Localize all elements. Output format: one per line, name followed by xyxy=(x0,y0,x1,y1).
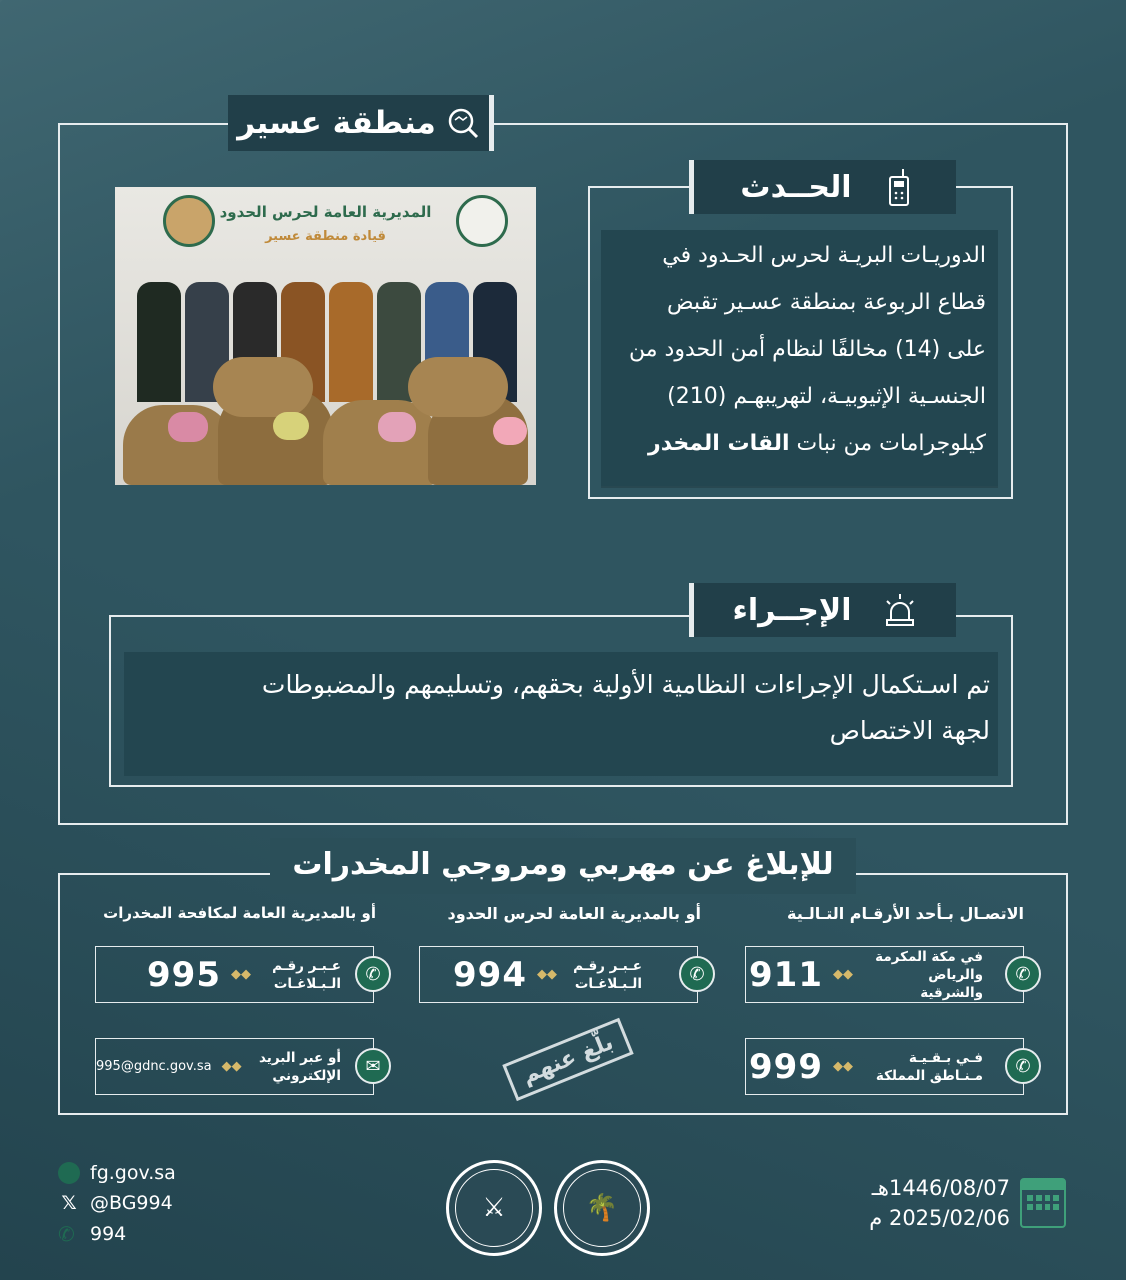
radio-icon xyxy=(888,167,910,207)
phone-icon[interactable]: ✆ xyxy=(355,956,391,992)
hotline-995-labels xyxy=(261,957,341,993)
siren-icon xyxy=(882,592,918,628)
event-tab xyxy=(689,160,956,214)
border-guard-seal: ⚔ xyxy=(446,1160,542,1256)
email-label-2: الإلكتروني xyxy=(272,1067,341,1084)
phone-icon: ✆ xyxy=(58,1222,75,1246)
seizure-photo xyxy=(115,187,536,485)
footer-contacts xyxy=(58,1162,238,1246)
hotline-911-label-1: في مكة المكرمة xyxy=(875,948,983,965)
procedure-tab xyxy=(689,583,956,637)
hotline-995-box xyxy=(95,946,374,1003)
hotline-911-labels xyxy=(863,948,983,1002)
event-title: الحــدث xyxy=(740,169,852,205)
diamond-icon: ◆◆ xyxy=(537,967,557,982)
calendar-icon xyxy=(1020,1178,1066,1228)
diamond-icon: ◆◆ xyxy=(221,1059,242,1074)
event-text xyxy=(606,232,986,467)
diamond-icon: ◆◆ xyxy=(833,1059,853,1074)
hotline-994-label-1: عـبـر رقـم xyxy=(573,957,642,974)
email-label-1: أو عبر البريد xyxy=(258,1049,341,1066)
event-line-2: قطاع الربوعة بمنطقة عسـير تقبض xyxy=(667,290,986,315)
col-right-header: الاتصـال بـأحد الأرقـام التـالـية xyxy=(787,904,1024,923)
procedure-text xyxy=(130,662,990,754)
procedure-line-2: لجهة الاختصاص xyxy=(829,716,990,745)
event-line-4: الجنسـية الإثيوبيـة، لتهريبهـم (210) xyxy=(667,384,986,409)
phone-row[interactable] xyxy=(58,1222,238,1246)
twitter-row[interactable] xyxy=(58,1192,238,1214)
hotline-999-box xyxy=(745,1038,1024,1095)
hotline-911-label-2: والرياض والشرقية xyxy=(920,966,983,1001)
hotline-999-labels xyxy=(863,1049,983,1085)
hotline-911-box xyxy=(745,946,1024,1003)
hotline-911-number: 911 xyxy=(749,954,823,995)
footer-dates xyxy=(845,1176,1010,1230)
hotline-994-labels xyxy=(567,957,642,993)
photo-sacks xyxy=(123,357,528,485)
region-tab xyxy=(228,95,494,151)
email-icon[interactable]: ✉ xyxy=(355,1048,391,1084)
col-left-header: أو بالمديرية العامة لمكافحة المخدرات xyxy=(103,904,376,922)
website[interactable]: fg.gov.sa xyxy=(90,1162,176,1184)
event-line-5-bold: القات المخدر xyxy=(648,431,790,456)
map-search-icon xyxy=(446,106,480,140)
interior-ministry-seal: 🌴 xyxy=(554,1160,650,1256)
x-icon: 𝕏 xyxy=(61,1192,77,1214)
hotline-994-number: 994 xyxy=(453,954,527,995)
procedure-line-1: تم اسـتكمال الإجراءات النظامية الأولية بحقهم، وتسليمهم والمضبوطات xyxy=(261,670,990,699)
phone-icon[interactable]: ✆ xyxy=(1005,956,1041,992)
event-line-3: على (14) مخالفًا لنظام أمن الحدود من xyxy=(629,337,986,362)
website-row[interactable] xyxy=(58,1162,238,1184)
diamond-icon: ◆◆ xyxy=(231,967,251,982)
hotline-994-box xyxy=(419,946,698,1003)
hotline-995-label-2: الـبـلاغـات xyxy=(273,975,341,992)
footer-phone[interactable]: 994 xyxy=(90,1223,127,1245)
date-greg: 2025/02/06 م xyxy=(869,1206,1010,1230)
hotline-999-number: 999 xyxy=(749,1046,823,1087)
event-line-5-plain: كيلوجرامات من نبات xyxy=(789,431,986,456)
email-address[interactable]: 995@gdnc.gov.sa xyxy=(96,1059,212,1074)
event-line-1: الدوريـات البريـة لحرس الحـدود في xyxy=(662,243,986,268)
hotline-994-label-2: الـبـلاغـات xyxy=(574,975,642,992)
hotline-995-label-1: عـبـر رقـم xyxy=(272,957,341,974)
email-box xyxy=(95,1038,374,1095)
region-title: منطقة عسير xyxy=(237,105,436,141)
phone-icon[interactable]: ✆ xyxy=(1005,1048,1041,1084)
phone-icon[interactable]: ✆ xyxy=(679,956,715,992)
photo-banner-title: المديرية العامة لحرس الحدود xyxy=(219,203,432,221)
globe-icon xyxy=(58,1162,80,1184)
col-mid-header: أو بالمديرية العامة لحرس الحدود xyxy=(447,904,701,923)
procedure-title: الإجــراء xyxy=(732,592,852,628)
event-line-5 xyxy=(606,420,986,467)
email-labels xyxy=(252,1049,341,1085)
hotline-995-number: 995 xyxy=(147,954,221,995)
hotline-999-label-1: فـي بـقـيـة xyxy=(908,1049,983,1066)
twitter-handle[interactable]: @BG994 xyxy=(90,1192,173,1214)
report-stamp: بلّغ عنهم xyxy=(502,1018,633,1101)
photo-banner-subtitle: قيادة منطقة عسير xyxy=(265,229,386,244)
diamond-icon: ◆◆ xyxy=(833,967,853,982)
date-hijri: 1446/08/07هـ xyxy=(871,1176,1010,1200)
report-heading: للإبلاغ عن مهربي ومروجي المخدرات xyxy=(270,838,856,894)
hotline-999-label-2: مـنـاطق المملكة xyxy=(875,1067,983,1084)
